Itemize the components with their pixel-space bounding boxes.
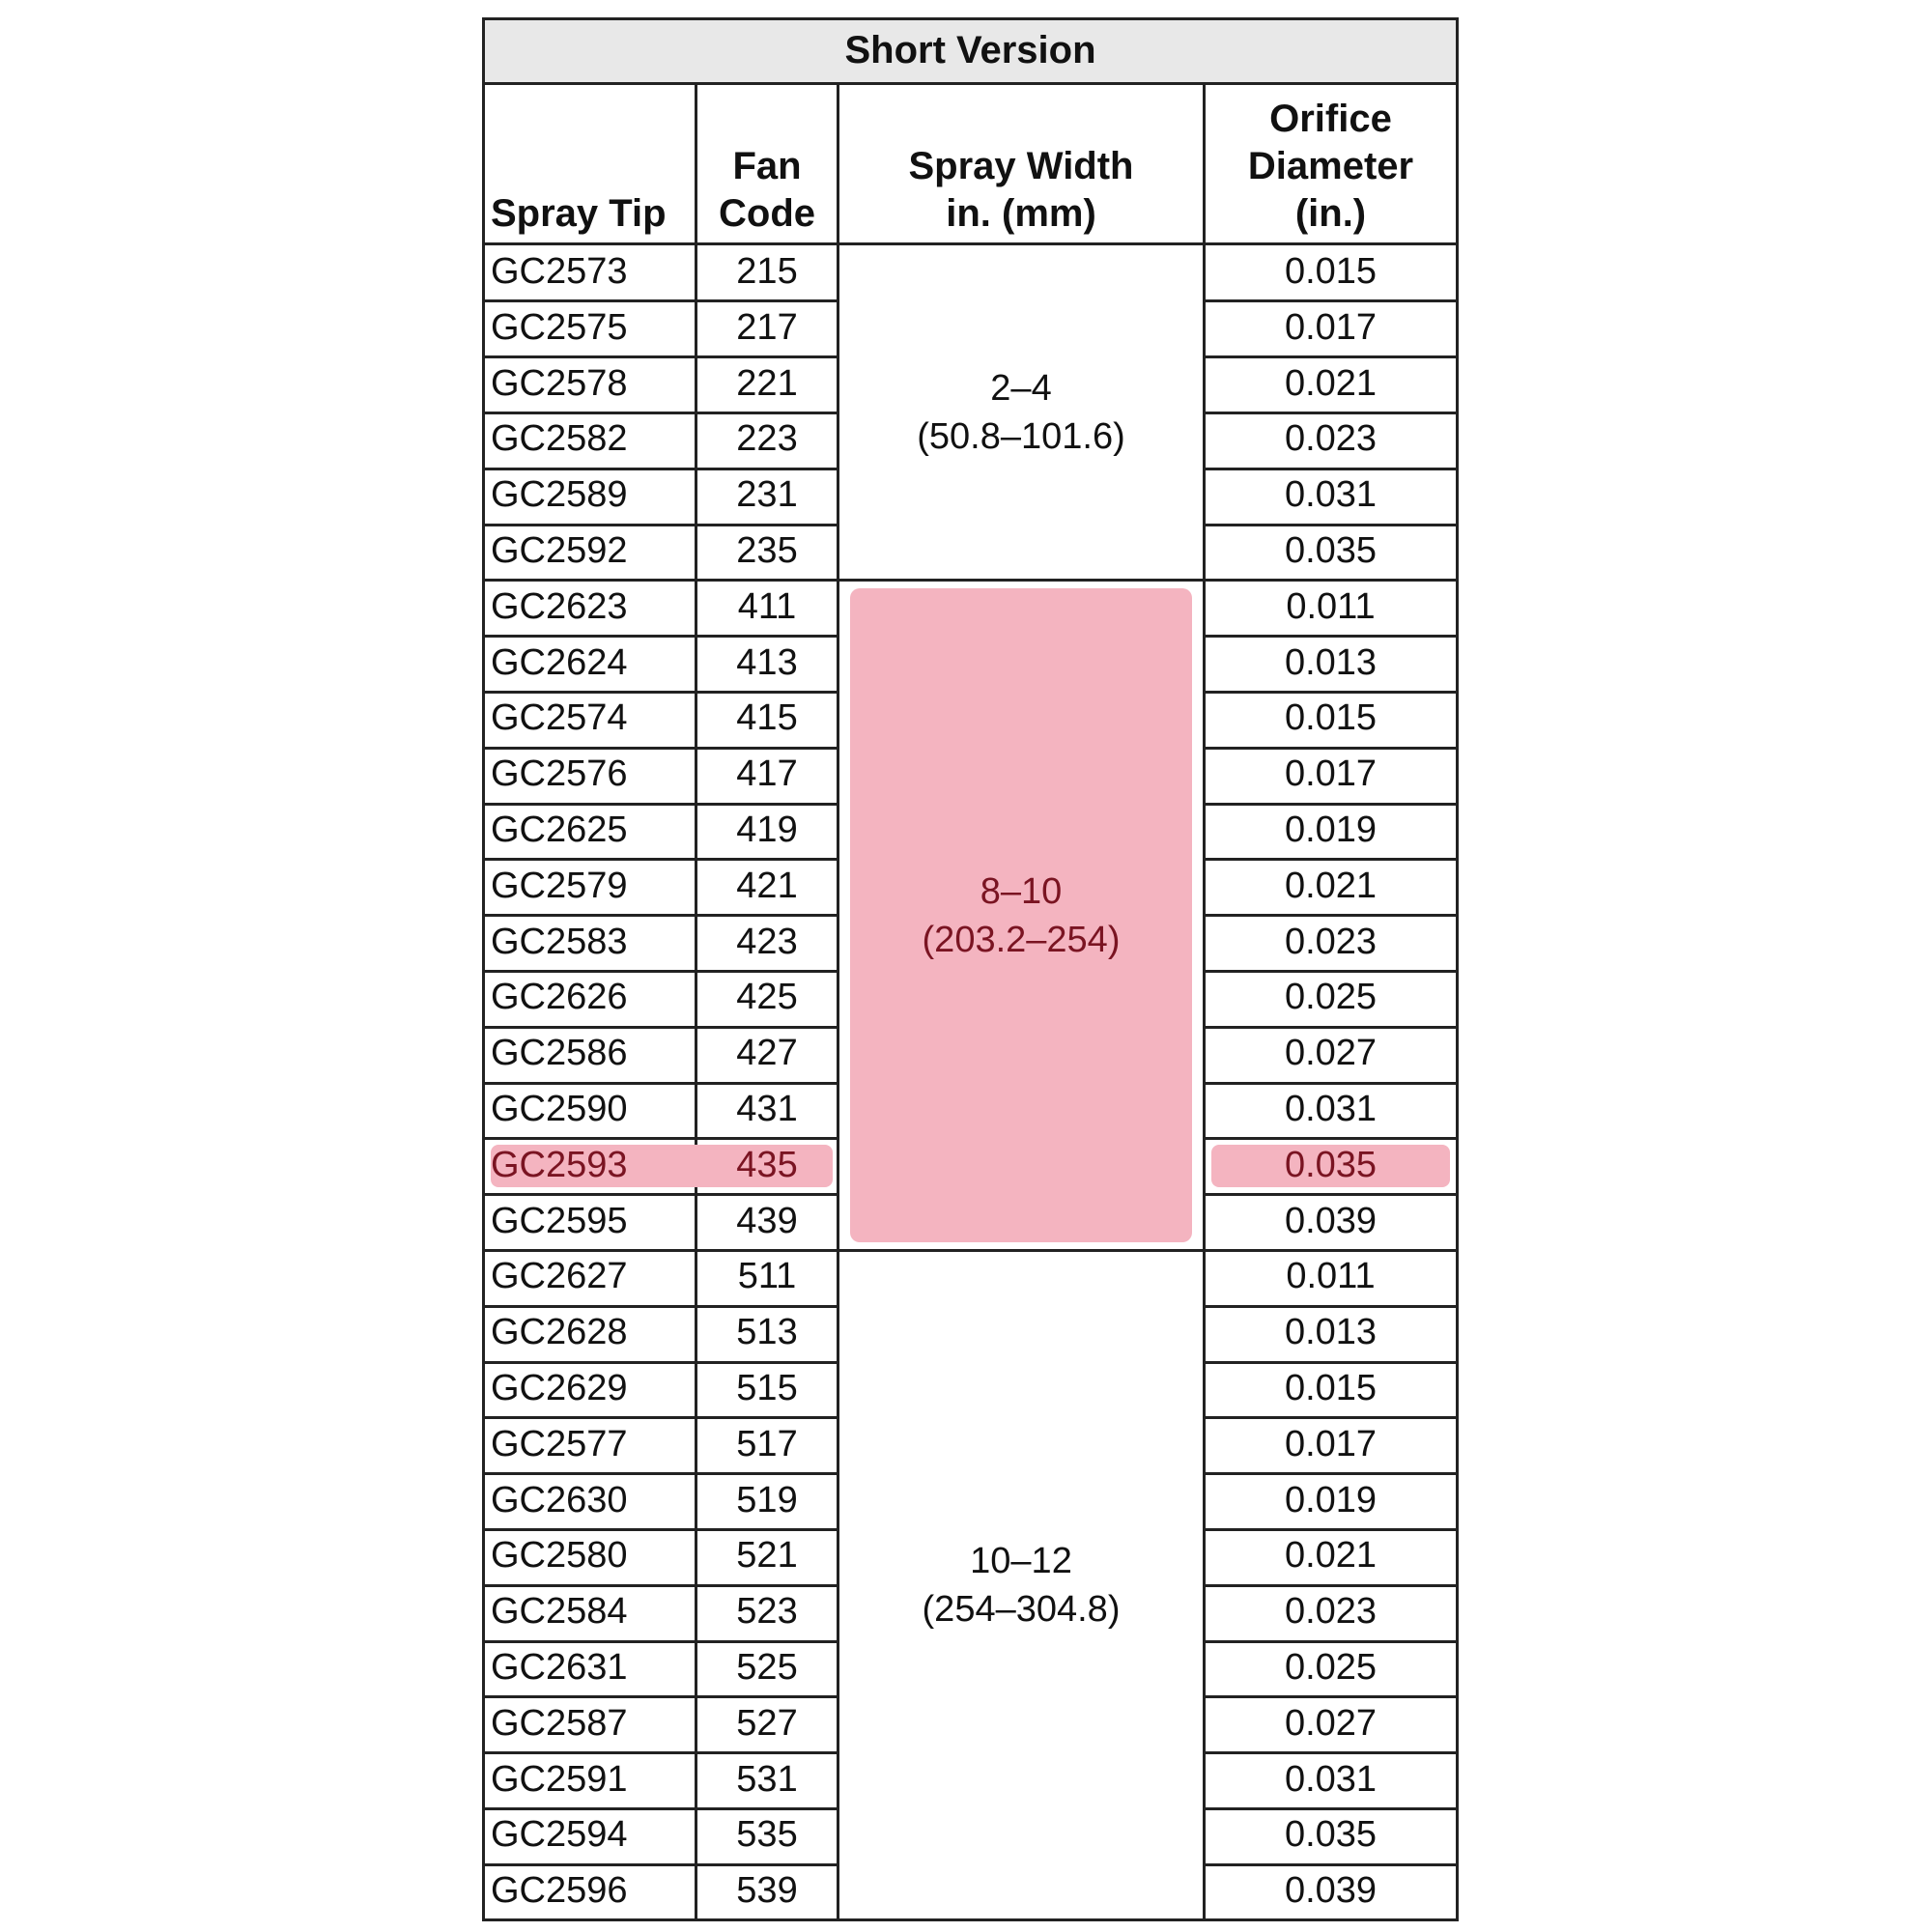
cell-orifice-diameter: 0.021 [1284, 362, 1378, 404]
cell-orifice-diameter: 0.023 [1284, 921, 1378, 962]
cell-spray-tip: GC2627 [491, 1256, 628, 1297]
cell-fan-code: 521 [736, 1535, 798, 1577]
cell-orifice-diameter: 0.019 [1284, 810, 1378, 850]
header-orifice-diameter [1206, 88, 1456, 245]
cell-orifice-diameter: 0.015 [1284, 697, 1378, 739]
cell-spray-tip: GC2582 [491, 418, 628, 460]
cell-fan-code: 525 [736, 1647, 798, 1688]
cell-spray-tip: GC2578 [491, 362, 628, 404]
cell-orifice-diameter: 0.013 [1284, 641, 1378, 683]
cell-spray-tip: GC2576 [491, 753, 628, 795]
cell-fan-code: 421 [736, 865, 798, 906]
cell-spray-tip: GC2624 [491, 641, 628, 683]
cell-orifice-diameter: 0.039 [1284, 1870, 1378, 1912]
cell-orifice-diameter: 0.023 [1284, 1591, 1378, 1633]
cell-spray-tip: GC2592 [491, 530, 628, 571]
cell-orifice-diameter: 0.021 [1284, 865, 1378, 906]
cell-orifice-diameter: 0.023 [1284, 418, 1378, 460]
cell-orifice-diameter: 0.019 [1284, 1479, 1378, 1520]
cell-orifice-diameter: 0.031 [1284, 1089, 1378, 1129]
header-fan-code [697, 88, 837, 245]
cell-spray-tip: GC2583 [491, 921, 628, 962]
cell-fan-code: 439 [736, 1200, 798, 1241]
cell-fan-code: 215 [736, 251, 798, 292]
cell-spray-width [839, 245, 1203, 581]
header-spray-tip-line: Spray Tip [491, 192, 667, 235]
spray-width-line: (254–304.8) [922, 1589, 1121, 1631]
cell-spray-tip: GC2574 [491, 697, 628, 739]
cell-fan-code: 217 [736, 306, 798, 348]
cell-fan-code: 511 [737, 1256, 797, 1297]
cell-fan-code: 513 [736, 1312, 798, 1353]
cell-spray-tip: GC2623 [491, 585, 628, 627]
cell-spray-tip: GC2584 [491, 1591, 628, 1633]
cell-fan-code: 415 [736, 697, 798, 739]
cell-spray-tip: GC2626 [491, 977, 628, 1018]
cell-fan-code: 519 [736, 1479, 798, 1520]
cell-fan-code: 515 [736, 1368, 798, 1408]
cell-fan-code: 231 [736, 474, 798, 516]
cell-spray-tip: GC2630 [491, 1479, 628, 1520]
cell-orifice-diameter: 0.031 [1284, 474, 1378, 516]
cell-orifice-diameter: 0.035 [1284, 1144, 1378, 1185]
cell-orifice-diameter: 0.025 [1284, 1647, 1378, 1688]
cell-orifice-diameter: 0.031 [1284, 1758, 1378, 1800]
header-orifice-line: (in.) [1294, 192, 1367, 235]
cell-fan-code: 411 [737, 585, 797, 627]
spray-width-line: 10–12 [970, 1541, 1072, 1582]
cell-spray-tip: GC2586 [491, 1033, 628, 1074]
cell-fan-code: 531 [736, 1758, 798, 1800]
cell-orifice-diameter: 0.017 [1284, 1423, 1378, 1464]
cell-orifice-diameter: 0.013 [1284, 1312, 1378, 1353]
cell-orifice-diameter: 0.027 [1284, 1033, 1378, 1074]
cell-fan-code: 431 [736, 1089, 798, 1129]
cell-orifice-diameter: 0.035 [1284, 530, 1378, 571]
cell-spray-tip: GC2579 [491, 865, 628, 906]
spray-width-line: 2–4 [990, 368, 1052, 410]
cell-spray-tip: GC2590 [491, 1089, 628, 1129]
cell-fan-code: 423 [736, 921, 798, 962]
spray-width-line: 8–10 [980, 870, 1063, 912]
header-spray-width [839, 88, 1203, 245]
cell-fan-code: 427 [736, 1033, 798, 1074]
cell-fan-code: 425 [736, 977, 798, 1018]
cell-fan-code: 535 [736, 1814, 798, 1856]
cell-fan-code: 413 [736, 641, 798, 683]
header-spray-tip [491, 88, 694, 245]
header-orifice-line: Diameter [1247, 145, 1414, 187]
cell-spray-tip: GC2591 [491, 1758, 628, 1800]
cell-spray-tip: GC2631 [491, 1647, 628, 1688]
table-title: Short Version [485, 20, 1456, 85]
cell-fan-code: 235 [736, 530, 798, 571]
header-fan-code-line: Code [719, 192, 815, 235]
cell-spray-width [850, 588, 1192, 1243]
cell-spray-tip: GC2587 [491, 1702, 628, 1744]
cell-spray-tip: GC2625 [491, 810, 628, 850]
cell-fan-code: 523 [736, 1591, 798, 1633]
cell-fan-code: 539 [736, 1870, 798, 1912]
cell-fan-code: 223 [736, 418, 798, 460]
cell-fan-code: 419 [736, 810, 798, 850]
spray-width-line: (50.8–101.6) [917, 416, 1125, 458]
cell-spray-tip: GC2589 [491, 474, 628, 516]
header-spray-width-line: in. (mm) [946, 192, 1096, 235]
cell-fan-code: 527 [736, 1702, 798, 1744]
cell-fan-code: 517 [736, 1423, 798, 1464]
header-spray-width-line: Spray Width [908, 145, 1134, 187]
cell-spray-tip: GC2629 [491, 1368, 628, 1408]
cell-orifice-diameter: 0.015 [1284, 251, 1378, 292]
header-fan-code-line: Fan [732, 145, 802, 187]
cell-spray-tip: GC2593 [491, 1144, 628, 1185]
cell-spray-tip: GC2573 [491, 251, 628, 292]
cell-spray-tip: GC2575 [491, 306, 628, 348]
cell-spray-tip: GC2595 [491, 1200, 628, 1241]
cell-orifice-diameter: 0.015 [1284, 1368, 1378, 1408]
cell-fan-code: 221 [736, 362, 798, 404]
cell-spray-width [839, 1250, 1203, 1920]
cell-orifice-diameter: 0.035 [1284, 1814, 1378, 1856]
header-orifice-line: Orifice [1269, 98, 1392, 140]
cell-orifice-diameter: 0.027 [1284, 1702, 1378, 1744]
cell-fan-code: 417 [736, 753, 798, 795]
cell-spray-tip: GC2577 [491, 1423, 628, 1464]
cell-orifice-diameter: 0.011 [1286, 1256, 1376, 1297]
cell-spray-tip: GC2596 [491, 1870, 628, 1912]
cell-spray-tip: GC2628 [491, 1312, 628, 1353]
cell-spray-tip: GC2580 [491, 1535, 628, 1577]
cell-orifice-diameter: 0.039 [1284, 1200, 1378, 1241]
cell-orifice-diameter: 0.025 [1284, 977, 1378, 1018]
cell-orifice-diameter: 0.021 [1284, 1535, 1378, 1577]
cell-orifice-diameter: 0.017 [1284, 753, 1378, 795]
cell-fan-code: 435 [736, 1144, 798, 1185]
spray-tip-table [482, 17, 1459, 1921]
cell-orifice-diameter: 0.017 [1284, 306, 1378, 348]
spray-width-line: (203.2–254) [922, 919, 1121, 960]
cell-orifice-diameter: 0.011 [1286, 585, 1376, 627]
cell-spray-tip: GC2594 [491, 1814, 628, 1856]
